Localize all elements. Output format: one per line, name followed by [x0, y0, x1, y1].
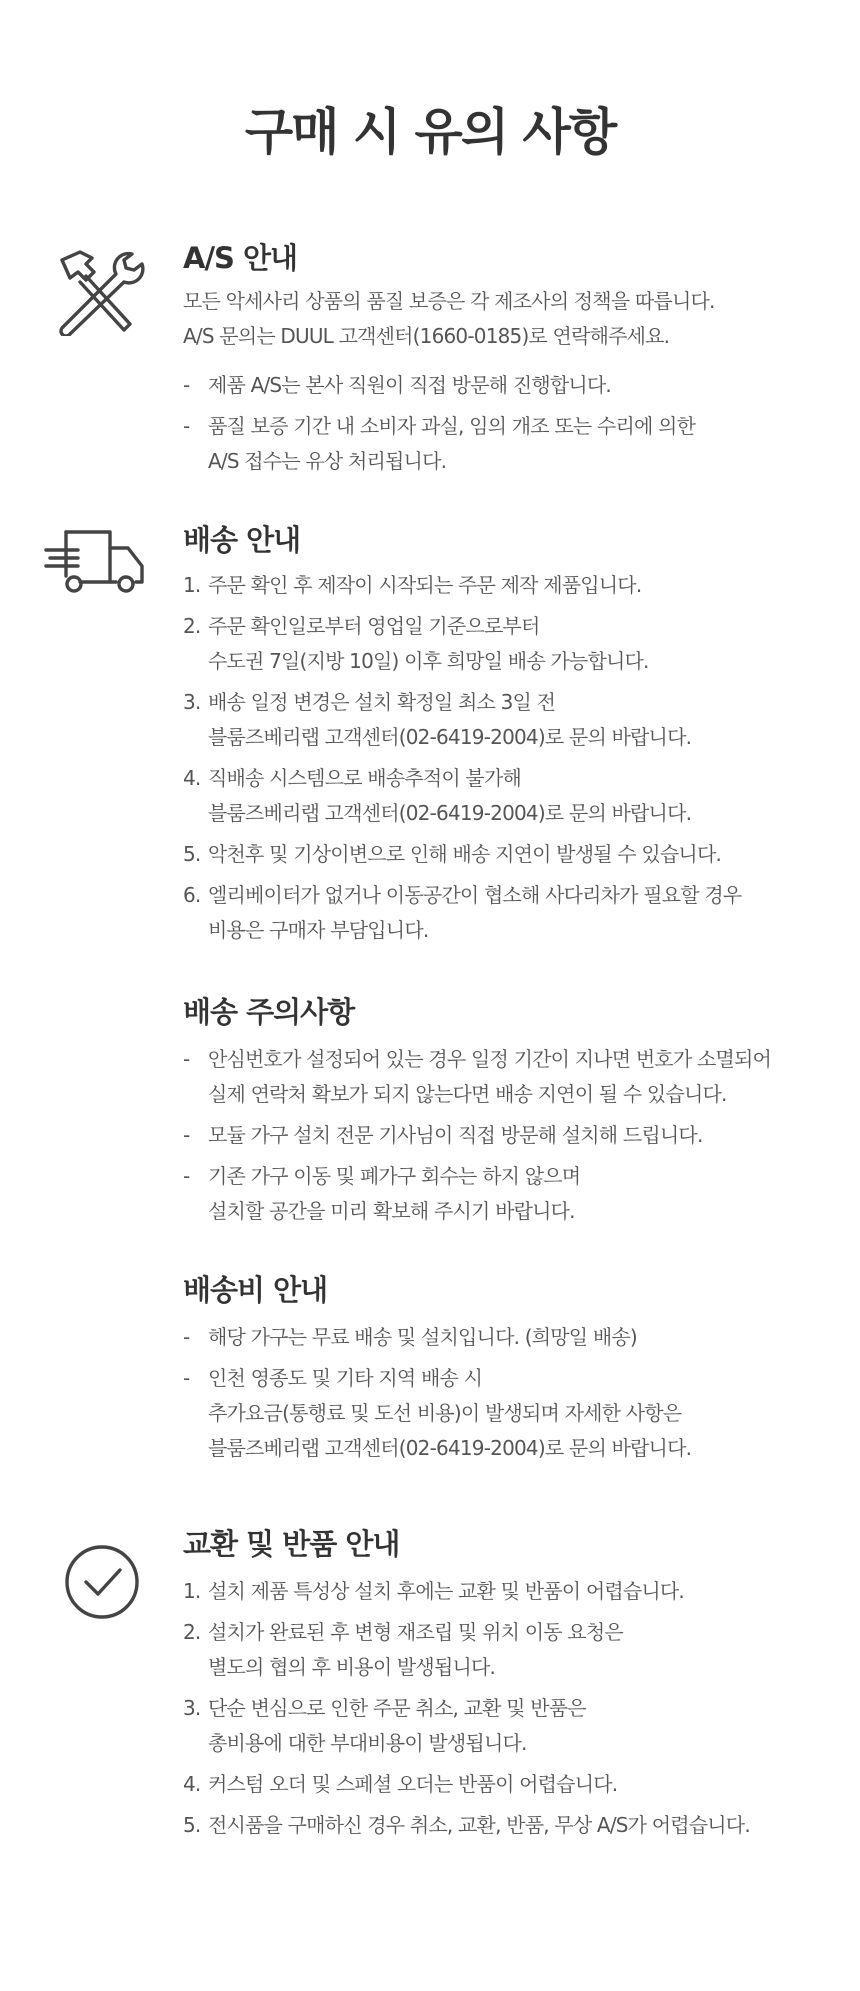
list-line: 추가요금(통행료 및 도선 비용)이 발생되며 자세한 사항은 [208, 1401, 682, 1425]
exchange-list [183, 1574, 843, 1843]
list-line: 제품 A/S는 본사 직원이 직접 방문해 진행합니다. [208, 373, 611, 397]
list-line: 엘리베이터가 없거나 이동공간이 협소해 사다리차가 필요할 경우 [208, 883, 742, 907]
list-item [183, 609, 843, 679]
list-item [183, 409, 843, 479]
list-line: 블룸즈베리랩 고객센터(02-6419-2004)로 문의 바랍니다. [208, 801, 692, 825]
list-marker: 3. [183, 1696, 201, 1720]
as-list [183, 368, 843, 479]
fee-title: 배송비 안내 [183, 1273, 328, 1307]
list-line: 직배송 시스템으로 배송추적이 불가해 [208, 766, 521, 790]
list-line: 배송 일정 변경은 설치 확정일 최소 3일 전 [208, 690, 556, 714]
fee-list [183, 1320, 843, 1466]
list-item [183, 685, 843, 755]
list-line: 별도의 협의 후 비용이 발생됩니다. [208, 1655, 496, 1679]
list-item [183, 878, 843, 948]
list-line: 기존 가구 이동 및 폐가구 회수는 하지 않으며 [208, 1164, 581, 1188]
delivery-content [183, 522, 843, 954]
delivery-title: 배송 안내 [183, 523, 301, 557]
list-marker: 1. [183, 573, 201, 597]
list-item [183, 568, 843, 603]
list-item [183, 1320, 843, 1355]
list-line: 주문 확인일로부터 영업일 기준으로부터 [208, 614, 540, 638]
list-item [183, 1691, 843, 1761]
list-line: 블룸즈베리랩 고객센터(02-6419-2004)로 문의 바랍니다. [208, 1436, 692, 1460]
list-line: 설치할 공간을 미리 확보해 주시기 바랍니다. [208, 1199, 575, 1223]
list-item [183, 1361, 843, 1466]
list-item [183, 1615, 843, 1685]
list-line: 해당 가구는 무료 배송 및 설치입니다. (희망일 배송) [208, 1325, 637, 1349]
exchange-title: 교환 및 반품 안내 [183, 1527, 400, 1561]
as-title: A/S 안내 [183, 241, 298, 275]
list-marker: - [183, 1325, 190, 1349]
page-title: 구매 시 유의 사항 [244, 103, 616, 161]
list-line: 설치 제품 특성상 설치 후에는 교환 및 반품이 어렵습니다. [208, 1579, 684, 1603]
list-line: 악천후 및 기상이변으로 인해 배송 지연이 발생될 수 있습니다. [208, 842, 722, 866]
list-marker: 2. [183, 614, 201, 638]
list-line: 커스텀 오더 및 스페셜 오더는 반품이 어렵습니다. [208, 1772, 618, 1796]
list-line: 품질 보증 기간 내 소비자 과실, 임의 개조 또는 수리에 의한 [208, 414, 696, 438]
delivery-truck-icon [44, 526, 154, 616]
list-marker: 1. [183, 1579, 201, 1603]
list-item [183, 837, 843, 872]
list-item [183, 1042, 843, 1112]
delivery-list [183, 568, 843, 948]
list-marker: 3. [183, 690, 201, 714]
list-marker: 4. [183, 766, 201, 790]
list-marker: 6. [183, 883, 201, 907]
list-item [183, 761, 843, 831]
list-marker: - [183, 1123, 190, 1147]
list-marker: - [183, 1366, 190, 1390]
list-line: 주문 확인 후 제작이 시작되는 주문 제작 제품입니다. [208, 573, 642, 597]
list-line: 전시품을 구매하신 경우 취소, 교환, 반품, 무상 A/S가 어렵습니다. [208, 1813, 750, 1837]
list-item [183, 1118, 843, 1153]
list-line: 수도권 7일(지방 10일) 이후 희망일 배송 가능합니다. [208, 649, 649, 673]
list-line: 단순 변심으로 인한 주문 취소, 교환 및 반품은 [208, 1696, 586, 1720]
list-line: 총비용에 대한 부대비용이 발생됩니다. [208, 1731, 527, 1755]
list-line: 비용은 구매자 부담입니다. [208, 918, 429, 942]
list-item [183, 368, 843, 403]
exchange-content [183, 1526, 843, 1849]
as-paragraph-line: 모든 악세사리 상품의 품질 보증은 각 제조사의 정책을 따릅니다. [183, 289, 715, 313]
list-marker: 4. [183, 1772, 201, 1796]
as-content [183, 240, 843, 485]
list-marker: - [183, 414, 190, 438]
check-circle-icon [62, 1542, 142, 1622]
list-line: 실제 연락처 확보가 되지 않는다면 배송 지연이 될 수 있습니다. [208, 1082, 727, 1106]
list-marker: 5. [183, 1813, 201, 1837]
caution-title: 배송 주의사항 [183, 995, 355, 1029]
caution-list [183, 1042, 843, 1229]
list-line: 안심번호가 설정되어 있는 경우 일정 기간이 지나면 번호가 소멸되어 [208, 1047, 772, 1071]
list-line: 블룸즈베리랩 고객센터(02-6419-2004)로 문의 바랍니다. [208, 725, 692, 749]
list-item [183, 1808, 843, 1843]
tools-icon [40, 246, 150, 336]
list-marker: - [183, 1047, 190, 1071]
as-paragraph-line: A/S 문의는 DUUL 고객센터(1660-0185)로 연락해주세요. [183, 324, 670, 348]
list-marker: 5. [183, 842, 201, 866]
list-item [183, 1767, 843, 1802]
list-marker: - [183, 373, 190, 397]
caution-content [183, 994, 843, 1235]
list-line: A/S 접수는 유상 처리됩니다. [208, 449, 447, 473]
list-line: 모듈 가구 설치 전문 기사님이 직접 방문해 설치해 드립니다. [208, 1123, 703, 1147]
as-paragraph [183, 284, 843, 354]
list-marker: 2. [183, 1620, 201, 1644]
list-item [183, 1159, 843, 1229]
list-item [183, 1574, 843, 1609]
list-line: 인천 영종도 및 기타 지역 배송 시 [208, 1366, 483, 1390]
fee-content [183, 1272, 843, 1472]
list-marker: - [183, 1164, 190, 1188]
list-line: 설치가 완료된 후 변형 재조립 및 위치 이동 요청은 [208, 1620, 623, 1644]
